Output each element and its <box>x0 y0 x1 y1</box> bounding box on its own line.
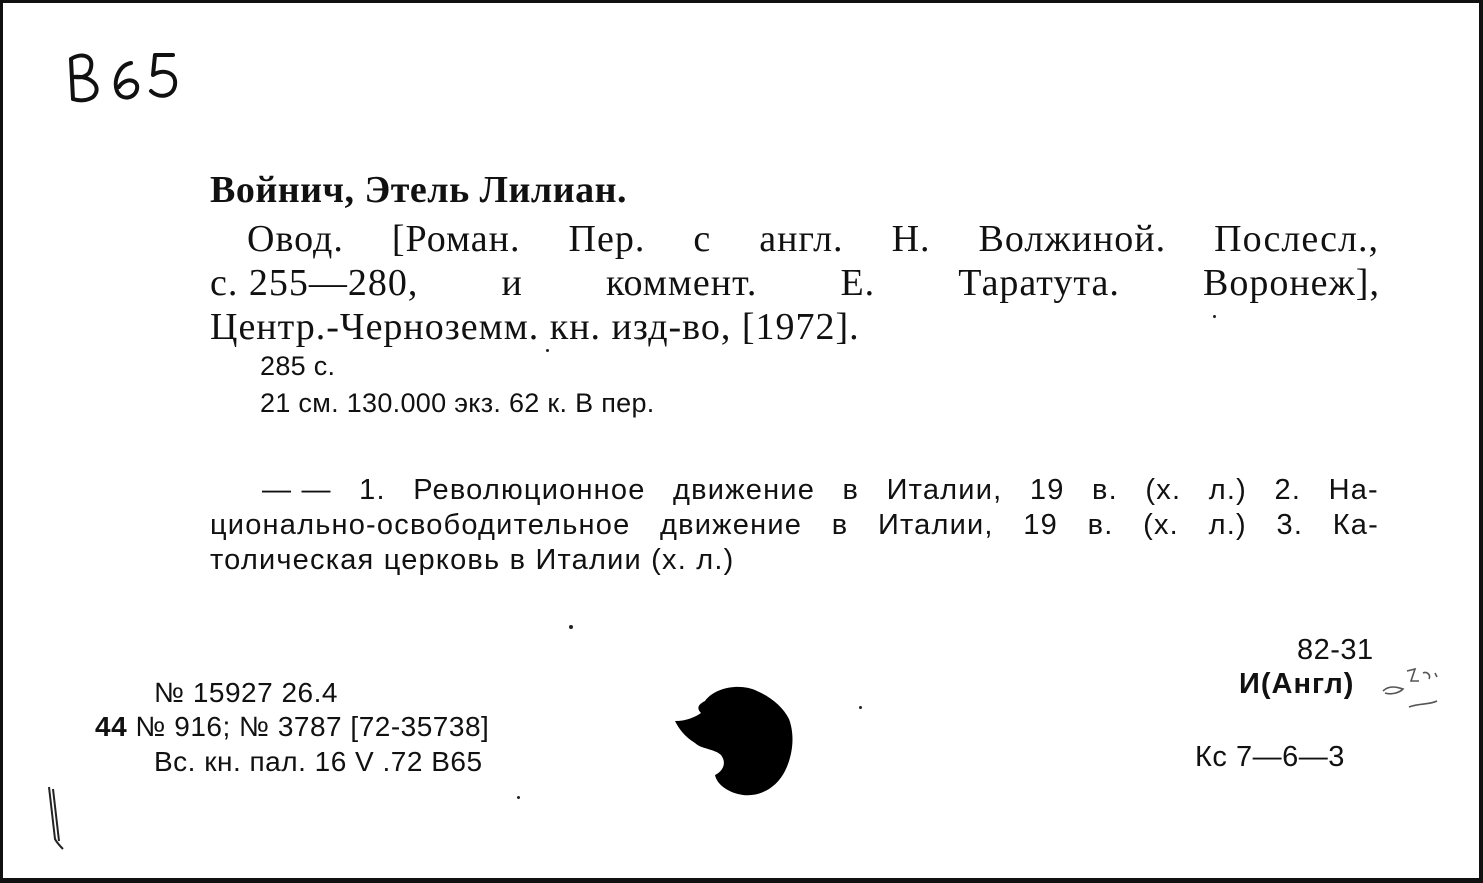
description-word: Воронеж], <box>1202 262 1380 304</box>
language-index: И(Англ) <box>1239 668 1355 700</box>
pencil-tick <box>43 783 73 853</box>
description-word: [Роман. <box>391 218 521 260</box>
description-word: и <box>501 262 523 304</box>
description-line-1 <box>247 220 1379 258</box>
description-word: коммент. <box>605 262 758 304</box>
pencil-mark <box>1379 663 1459 715</box>
description-word: Е. <box>840 262 876 304</box>
subject-word: 2. <box>1274 474 1302 506</box>
subject-word: в <box>831 509 849 541</box>
subject-word: л.) <box>1208 474 1247 506</box>
description-word: Овод. <box>247 218 344 260</box>
description-line-3: Центр.-Черноземм. кн. изд-во, [1972]. <box>210 306 860 348</box>
card-registration-number: № 15927 26.4 <box>154 677 338 708</box>
author-heading: Войнич, Этель Лилиан. <box>210 169 627 211</box>
subject-word: ционально-освободительное <box>210 509 631 541</box>
subject-word: движение <box>660 509 803 541</box>
description-word: с <box>693 218 712 260</box>
subject-word: в. <box>1092 474 1118 506</box>
subject-word: (х. <box>1145 474 1182 506</box>
subject-word: движение <box>673 474 816 506</box>
number-prefix: 44 <box>95 711 128 742</box>
speck <box>859 706 862 709</box>
speck <box>517 796 520 799</box>
subjects-line-3: толическая церковь в Италии (х. л.) <box>210 544 735 576</box>
speck <box>1213 315 1216 318</box>
pages-count: 285 с. <box>260 351 336 381</box>
subject-word: 19 <box>1029 474 1065 506</box>
subject-word: Италии, <box>886 474 1003 506</box>
subject-word: (х. <box>1143 509 1179 541</box>
class-code: Кс 7—6—3 <box>1195 741 1345 773</box>
description-word: Н. <box>891 218 931 260</box>
subjects-line-2 <box>210 511 1379 540</box>
speck <box>546 349 549 352</box>
description-word: Таратута. <box>958 262 1120 304</box>
subject-word: 19 <box>1023 509 1058 541</box>
description-word: с. 255—280, <box>210 262 419 304</box>
description-word: Пер. <box>568 218 646 260</box>
subject-word: Италии, <box>877 509 994 541</box>
subject-word: 1. <box>359 474 386 506</box>
subject-word: л.) <box>1208 509 1247 541</box>
description-word: Послесл., <box>1214 218 1379 260</box>
subject-word: в. <box>1087 509 1114 541</box>
description-word: англ. <box>759 218 844 260</box>
speck <box>569 625 573 629</box>
subject-word: в <box>842 474 860 506</box>
subject-word: На- <box>1328 474 1379 506</box>
classification-index: 82-31 <box>1297 634 1374 666</box>
description-word: Волжиной. <box>978 218 1167 260</box>
subjects-line-1 <box>262 476 1379 505</box>
subject-word: — — <box>262 474 332 506</box>
physical-description: 21 см. 130.000 экз. 62 к. В пер. <box>260 388 655 418</box>
ink-blot <box>671 679 801 801</box>
subject-word: 3. <box>1276 509 1304 541</box>
book-chamber-numbers <box>95 713 489 741</box>
subject-word: Революционное <box>413 474 646 506</box>
handwritten-call-number <box>61 41 191 111</box>
number-rest: № 916; № 3787 [72-35738] <box>127 711 490 742</box>
description-line-2 <box>210 264 1380 302</box>
book-chamber-imprint: Вс. кн. пал. 16 V .72 В65 <box>154 746 483 777</box>
subject-word: Ка- <box>1332 509 1379 541</box>
